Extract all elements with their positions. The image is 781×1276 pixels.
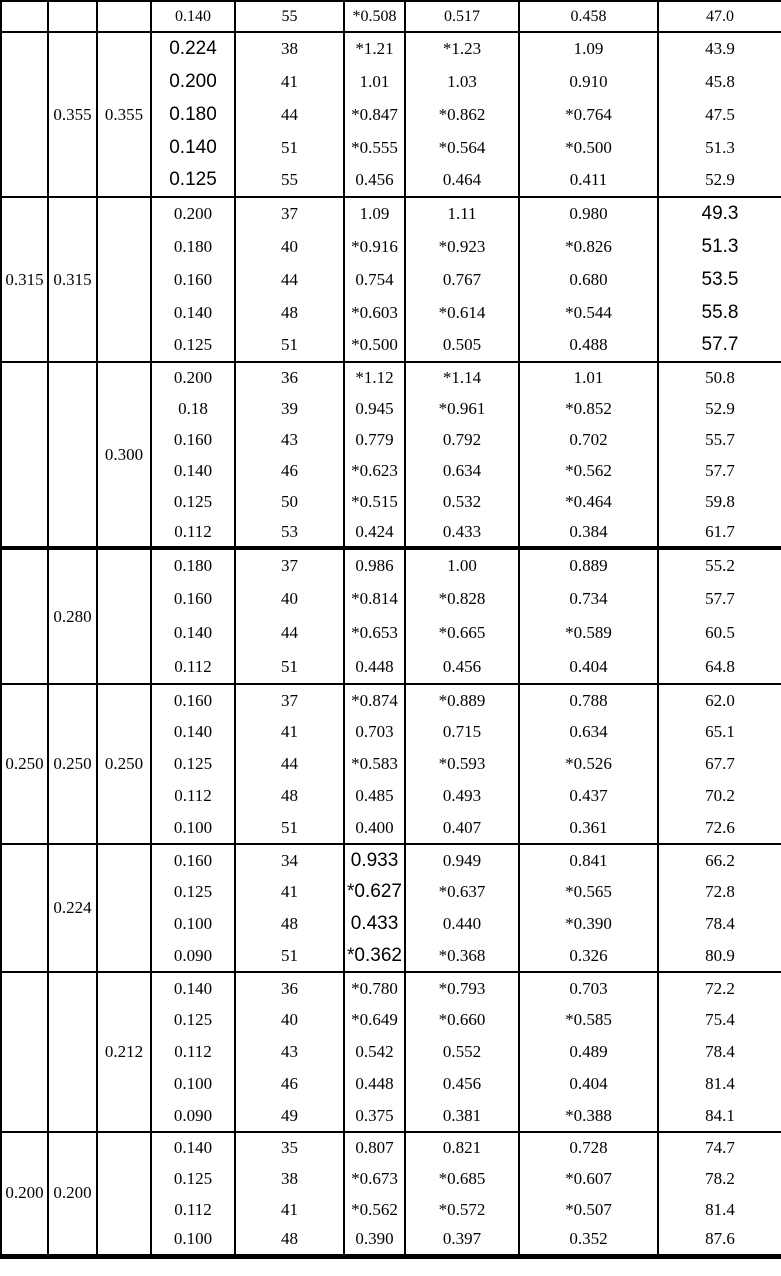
data-cell: 0.424 bbox=[344, 517, 405, 548]
data-cell: 48 bbox=[235, 908, 344, 940]
data-cell: 0.448 bbox=[344, 650, 405, 684]
data-cell: 0.200 bbox=[151, 65, 235, 98]
data-cell: 0.361 bbox=[519, 812, 658, 844]
group-label-cell bbox=[48, 362, 97, 548]
data-cell: 53.5 bbox=[658, 263, 781, 296]
data-cell: 35 bbox=[235, 1132, 344, 1163]
data-cell: 43.9 bbox=[658, 32, 781, 65]
data-cell: 0.532 bbox=[405, 486, 519, 517]
data-cell: 0.456 bbox=[405, 1068, 519, 1100]
data-cell: 51 bbox=[235, 329, 344, 362]
data-cell: 0.841 bbox=[519, 844, 658, 876]
data-cell: 48 bbox=[235, 1225, 344, 1256]
data-cell: 0.703 bbox=[519, 972, 658, 1004]
data-cell: *0.515 bbox=[344, 486, 405, 517]
data-cell: 0.125 bbox=[151, 1004, 235, 1036]
group-label-cell: 0.200 bbox=[1, 1132, 48, 1256]
row-group bbox=[1, 972, 781, 1132]
data-cell: 41 bbox=[235, 876, 344, 908]
data-cell: *0.368 bbox=[405, 940, 519, 972]
data-cell: *0.607 bbox=[519, 1163, 658, 1194]
data-cell: 0.411 bbox=[519, 164, 658, 197]
data-cell: 0.200 bbox=[151, 197, 235, 230]
data-cell: 50.8 bbox=[658, 362, 781, 393]
data-cell: 0.140 bbox=[151, 616, 235, 650]
group-label-cell: 0.250 bbox=[1, 684, 48, 844]
data-cell: *0.508 bbox=[344, 1, 405, 32]
data-cell: 0.180 bbox=[151, 548, 235, 582]
group-label-cell bbox=[48, 1, 97, 32]
table-row bbox=[1, 197, 781, 230]
data-cell: *0.660 bbox=[405, 1004, 519, 1036]
row-group bbox=[1, 362, 781, 548]
data-cell: 72.6 bbox=[658, 812, 781, 844]
data-cell: *0.665 bbox=[405, 616, 519, 650]
data-cell: 1.11 bbox=[405, 197, 519, 230]
data-cell: 0.160 bbox=[151, 684, 235, 716]
data-cell: *0.623 bbox=[344, 455, 405, 486]
data-cell: 0.100 bbox=[151, 908, 235, 940]
data-cell: 81.4 bbox=[658, 1068, 781, 1100]
group-label-cell bbox=[1, 1, 48, 32]
data-cell: 39 bbox=[235, 393, 344, 424]
data-cell: 0.517 bbox=[405, 1, 519, 32]
data-cell: 0.100 bbox=[151, 1225, 235, 1256]
data-cell: 37 bbox=[235, 548, 344, 582]
data-cell: 1.01 bbox=[519, 362, 658, 393]
data-cell: *0.562 bbox=[519, 455, 658, 486]
data-cell: 0.18 bbox=[151, 393, 235, 424]
data-cell: 0.160 bbox=[151, 844, 235, 876]
data-cell: *0.627 bbox=[344, 876, 405, 908]
data-cell: 0.933 bbox=[344, 844, 405, 876]
data-cell: 55 bbox=[235, 1, 344, 32]
data-cell: 60.5 bbox=[658, 616, 781, 650]
data-cell: 0.807 bbox=[344, 1132, 405, 1163]
data-cell: 48 bbox=[235, 296, 344, 329]
data-cell: 40 bbox=[235, 1004, 344, 1036]
data-cell: 0.754 bbox=[344, 263, 405, 296]
data-cell: 0.125 bbox=[151, 486, 235, 517]
data-cell: 0.552 bbox=[405, 1036, 519, 1068]
data-cell: 49 bbox=[235, 1100, 344, 1132]
data-cell: 1.09 bbox=[519, 32, 658, 65]
data-cell: 45.8 bbox=[658, 65, 781, 98]
data-cell: 0.702 bbox=[519, 424, 658, 455]
data-cell: 78.2 bbox=[658, 1163, 781, 1194]
row-group bbox=[1, 32, 781, 197]
data-cell: *0.562 bbox=[344, 1194, 405, 1225]
data-cell: 0.352 bbox=[519, 1225, 658, 1256]
data-cell: 0.792 bbox=[405, 424, 519, 455]
group-label-cell: 0.300 bbox=[97, 362, 151, 548]
data-cell: 0.160 bbox=[151, 582, 235, 616]
data-cell: 59.8 bbox=[658, 486, 781, 517]
data-cell: 0.140 bbox=[151, 296, 235, 329]
data-cell: *0.500 bbox=[519, 131, 658, 164]
table-row bbox=[1, 548, 781, 582]
data-cell: *1.14 bbox=[405, 362, 519, 393]
data-cell: 80.9 bbox=[658, 940, 781, 972]
data-cell: *0.862 bbox=[405, 98, 519, 131]
data-cell: *0.565 bbox=[519, 876, 658, 908]
data-cell: 38 bbox=[235, 32, 344, 65]
data-cell: *0.649 bbox=[344, 1004, 405, 1036]
table-row bbox=[1, 684, 781, 716]
group-label-cell bbox=[97, 844, 151, 972]
group-label-cell bbox=[97, 1132, 151, 1256]
data-cell: *0.923 bbox=[405, 230, 519, 263]
data-cell: *0.780 bbox=[344, 972, 405, 1004]
table-row bbox=[1, 844, 781, 876]
group-label-cell: 0.224 bbox=[48, 844, 97, 972]
table-row bbox=[1, 1, 781, 32]
data-cell: 0.140 bbox=[151, 131, 235, 164]
data-cell: 51.3 bbox=[658, 230, 781, 263]
table-row bbox=[1, 32, 781, 65]
data-cell: 81.4 bbox=[658, 1194, 781, 1225]
data-cell: *0.572 bbox=[405, 1194, 519, 1225]
data-cell: *0.544 bbox=[519, 296, 658, 329]
data-cell: 0.140 bbox=[151, 716, 235, 748]
data-cell: *0.764 bbox=[519, 98, 658, 131]
group-label-cell bbox=[1, 844, 48, 972]
data-cell: 0.400 bbox=[344, 812, 405, 844]
data-cell: 0.112 bbox=[151, 1194, 235, 1225]
data-cell: 0.112 bbox=[151, 517, 235, 548]
data-cell: 1.03 bbox=[405, 65, 519, 98]
group-label-cell: 0.250 bbox=[48, 684, 97, 844]
data-cell: 0.390 bbox=[344, 1225, 405, 1256]
data-cell: 43 bbox=[235, 1036, 344, 1068]
data-cell: *0.593 bbox=[405, 748, 519, 780]
data-cell: 0.112 bbox=[151, 1036, 235, 1068]
data-cell: 0.404 bbox=[519, 1068, 658, 1100]
group-label-cell: 0.280 bbox=[48, 548, 97, 684]
data-cell: 0.100 bbox=[151, 1068, 235, 1100]
data-cell: 0.125 bbox=[151, 876, 235, 908]
row-group bbox=[1, 844, 781, 972]
data-cell: 40 bbox=[235, 582, 344, 616]
data-cell: *1.21 bbox=[344, 32, 405, 65]
data-cell: 0.125 bbox=[151, 748, 235, 780]
data-cell: 1.09 bbox=[344, 197, 405, 230]
data-cell: 65.1 bbox=[658, 716, 781, 748]
table-row bbox=[1, 362, 781, 393]
data-cell: *0.916 bbox=[344, 230, 405, 263]
data-cell: *0.826 bbox=[519, 230, 658, 263]
data-cell: 47.0 bbox=[658, 1, 781, 32]
group-label-cell bbox=[1, 362, 48, 548]
data-cell: 46 bbox=[235, 455, 344, 486]
data-cell: 0.200 bbox=[151, 362, 235, 393]
data-cell: *0.390 bbox=[519, 908, 658, 940]
data-cell: 0.160 bbox=[151, 263, 235, 296]
data-cell: 41 bbox=[235, 65, 344, 98]
data-cell: 0.407 bbox=[405, 812, 519, 844]
data-cell: *0.585 bbox=[519, 1004, 658, 1036]
data-cell: 0.112 bbox=[151, 780, 235, 812]
data-cell: 78.4 bbox=[658, 908, 781, 940]
data-cell: 0.326 bbox=[519, 940, 658, 972]
data-cell: *0.388 bbox=[519, 1100, 658, 1132]
data-cell: 46 bbox=[235, 1068, 344, 1100]
data-cell: 0.456 bbox=[344, 164, 405, 197]
data-cell: 51 bbox=[235, 650, 344, 684]
data-cell: 0.140 bbox=[151, 972, 235, 1004]
data-cell: *0.555 bbox=[344, 131, 405, 164]
data-cell: 43 bbox=[235, 424, 344, 455]
data-cell: 0.381 bbox=[405, 1100, 519, 1132]
data-cell: 57.7 bbox=[658, 455, 781, 486]
row-group bbox=[1, 684, 781, 844]
data-cell: 1.01 bbox=[344, 65, 405, 98]
data-cell: 0.980 bbox=[519, 197, 658, 230]
data-cell: 0.680 bbox=[519, 263, 658, 296]
group-label-cell: 0.212 bbox=[97, 972, 151, 1132]
data-cell: 55.2 bbox=[658, 548, 781, 582]
data-cell: 0.779 bbox=[344, 424, 405, 455]
data-cell: 74.7 bbox=[658, 1132, 781, 1163]
data-cell: 0.437 bbox=[519, 780, 658, 812]
data-cell: 0.767 bbox=[405, 263, 519, 296]
data-cell: 0.160 bbox=[151, 424, 235, 455]
data-cell: 44 bbox=[235, 748, 344, 780]
data-cell: 0.634 bbox=[405, 455, 519, 486]
data-cell: 0.180 bbox=[151, 98, 235, 131]
data-cell: 0.734 bbox=[519, 582, 658, 616]
data-cell: 0.125 bbox=[151, 329, 235, 362]
data-cell: *0.961 bbox=[405, 393, 519, 424]
data-cell: 0.100 bbox=[151, 812, 235, 844]
data-cell: 0.433 bbox=[405, 517, 519, 548]
data-cell: 34 bbox=[235, 844, 344, 876]
data-cell: 0.945 bbox=[344, 393, 405, 424]
data-cell: 53 bbox=[235, 517, 344, 548]
data-cell: 51 bbox=[235, 131, 344, 164]
data-cell: *1.12 bbox=[344, 362, 405, 393]
data-cell: 55.7 bbox=[658, 424, 781, 455]
data-cell: 38 bbox=[235, 1163, 344, 1194]
data-cell: 0.715 bbox=[405, 716, 519, 748]
data-cell: 0.090 bbox=[151, 940, 235, 972]
group-label-cell bbox=[1, 548, 48, 684]
data-cell: *0.589 bbox=[519, 616, 658, 650]
data-cell: 72.8 bbox=[658, 876, 781, 908]
data-cell: 48 bbox=[235, 780, 344, 812]
data-cell: 44 bbox=[235, 616, 344, 650]
data-cell: 0.505 bbox=[405, 329, 519, 362]
group-label-cell: 0.355 bbox=[48, 32, 97, 197]
data-cell: 72.2 bbox=[658, 972, 781, 1004]
data-cell: 55 bbox=[235, 164, 344, 197]
data-cell: 44 bbox=[235, 263, 344, 296]
row-group bbox=[1, 548, 781, 684]
data-cell: 0.488 bbox=[519, 329, 658, 362]
group-label-cell bbox=[97, 548, 151, 684]
data-cell: 0.634 bbox=[519, 716, 658, 748]
data-cell: *0.793 bbox=[405, 972, 519, 1004]
data-cell: 0.440 bbox=[405, 908, 519, 940]
data-cell: *0.673 bbox=[344, 1163, 405, 1194]
data-cell: 0.821 bbox=[405, 1132, 519, 1163]
data-cell: 55.8 bbox=[658, 296, 781, 329]
data-cell: 61.7 bbox=[658, 517, 781, 548]
row-group bbox=[1, 1, 781, 32]
data-cell: 1.00 bbox=[405, 548, 519, 582]
data-cell: 62.0 bbox=[658, 684, 781, 716]
group-label-cell: 0.355 bbox=[97, 32, 151, 197]
data-cell: 49.3 bbox=[658, 197, 781, 230]
group-label-cell: 0.315 bbox=[1, 197, 48, 362]
data-cell: 0.456 bbox=[405, 650, 519, 684]
data-cell: 87.6 bbox=[658, 1225, 781, 1256]
data-cell: 57.7 bbox=[658, 329, 781, 362]
data-cell: 67.7 bbox=[658, 748, 781, 780]
data-cell: *0.847 bbox=[344, 98, 405, 131]
data-cell: *0.685 bbox=[405, 1163, 519, 1194]
data-cell: *0.874 bbox=[344, 684, 405, 716]
data-cell: 70.2 bbox=[658, 780, 781, 812]
data-cell: *0.583 bbox=[344, 748, 405, 780]
data-cell: 36 bbox=[235, 972, 344, 1004]
data-cell: 51 bbox=[235, 940, 344, 972]
group-label-cell: 0.250 bbox=[97, 684, 151, 844]
data-cell: 0.458 bbox=[519, 1, 658, 32]
data-cell: 0.433 bbox=[344, 908, 405, 940]
data-cell: 57.7 bbox=[658, 582, 781, 616]
data-cell: 0.397 bbox=[405, 1225, 519, 1256]
data-cell: 0.140 bbox=[151, 1, 235, 32]
data-cell: 51.3 bbox=[658, 131, 781, 164]
group-label-cell bbox=[1, 972, 48, 1132]
data-cell: *0.889 bbox=[405, 684, 519, 716]
data-cell: 52.9 bbox=[658, 164, 781, 197]
data-cell: 0.889 bbox=[519, 548, 658, 582]
data-cell: 44 bbox=[235, 98, 344, 131]
data-cell: 0.464 bbox=[405, 164, 519, 197]
data-cell: 0.703 bbox=[344, 716, 405, 748]
data-cell: 64.8 bbox=[658, 650, 781, 684]
data-cell: *0.614 bbox=[405, 296, 519, 329]
data-cell: 0.125 bbox=[151, 164, 235, 197]
data-cell: 66.2 bbox=[658, 844, 781, 876]
data-cell: *0.814 bbox=[344, 582, 405, 616]
data-cell: 52.9 bbox=[658, 393, 781, 424]
row-group bbox=[1, 197, 781, 362]
group-label-cell bbox=[97, 197, 151, 362]
data-cell: 84.1 bbox=[658, 1100, 781, 1132]
group-label-cell bbox=[1, 32, 48, 197]
data-cell: 0.986 bbox=[344, 548, 405, 582]
data-cell: *0.564 bbox=[405, 131, 519, 164]
data-cell: 0.949 bbox=[405, 844, 519, 876]
data-cell: 0.728 bbox=[519, 1132, 658, 1163]
group-label-cell bbox=[97, 1, 151, 32]
data-cell: *0.500 bbox=[344, 329, 405, 362]
data-cell: 40 bbox=[235, 230, 344, 263]
data-cell: *0.603 bbox=[344, 296, 405, 329]
group-label-cell: 0.200 bbox=[48, 1132, 97, 1256]
data-cell: 0.125 bbox=[151, 1163, 235, 1194]
data-cell: 50 bbox=[235, 486, 344, 517]
table-row bbox=[1, 1132, 781, 1163]
data-cell: *0.526 bbox=[519, 748, 658, 780]
data-cell: 37 bbox=[235, 684, 344, 716]
data-cell: 41 bbox=[235, 716, 344, 748]
data-cell: 0.375 bbox=[344, 1100, 405, 1132]
data-cell: 75.4 bbox=[658, 1004, 781, 1036]
data-cell: 37 bbox=[235, 197, 344, 230]
data-cell: 0.112 bbox=[151, 650, 235, 684]
data-cell: *0.852 bbox=[519, 393, 658, 424]
data-cell: 0.140 bbox=[151, 1132, 235, 1163]
data-cell: 0.180 bbox=[151, 230, 235, 263]
data-cell: 51 bbox=[235, 812, 344, 844]
data-cell: 0.448 bbox=[344, 1068, 405, 1100]
data-cell: 0.542 bbox=[344, 1036, 405, 1068]
data-cell: 0.485 bbox=[344, 780, 405, 812]
data-cell: 41 bbox=[235, 1194, 344, 1225]
data-cell: 0.788 bbox=[519, 684, 658, 716]
data-cell: 0.489 bbox=[519, 1036, 658, 1068]
data-cell: *0.828 bbox=[405, 582, 519, 616]
data-cell: 47.5 bbox=[658, 98, 781, 131]
data-cell: *0.464 bbox=[519, 486, 658, 517]
data-cell: 0.224 bbox=[151, 32, 235, 65]
data-cell: *0.653 bbox=[344, 616, 405, 650]
data-cell: 78.4 bbox=[658, 1036, 781, 1068]
table-row bbox=[1, 972, 781, 1004]
data-cell: 0.493 bbox=[405, 780, 519, 812]
data-cell: *0.507 bbox=[519, 1194, 658, 1225]
group-label-cell: 0.315 bbox=[48, 197, 97, 362]
data-cell: 0.090 bbox=[151, 1100, 235, 1132]
data-cell: 0.384 bbox=[519, 517, 658, 548]
group-label-cell bbox=[48, 972, 97, 1132]
data-cell: 0.910 bbox=[519, 65, 658, 98]
data-cell: 0.404 bbox=[519, 650, 658, 684]
data-cell: 36 bbox=[235, 362, 344, 393]
data-cell: *1.23 bbox=[405, 32, 519, 65]
row-group bbox=[1, 1132, 781, 1256]
data-cell: *0.637 bbox=[405, 876, 519, 908]
data-cell: 0.140 bbox=[151, 455, 235, 486]
data-cell: *0.362 bbox=[344, 940, 405, 972]
